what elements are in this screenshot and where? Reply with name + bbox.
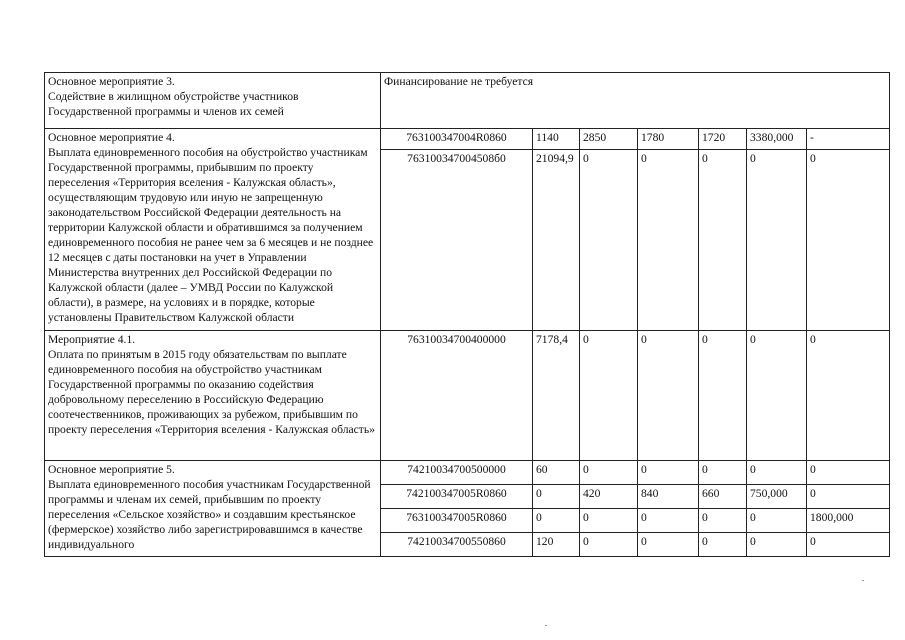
funding-note: Финансирование не требуется	[381, 73, 890, 129]
measure-description	[45, 461, 381, 557]
table-row	[45, 129, 890, 150]
budget-code: 74210034700500000	[381, 461, 533, 485]
scan-speck	[545, 625, 547, 626]
value-cell: 1720	[699, 129, 747, 150]
value-cell: 660	[699, 485, 747, 509]
financing-table	[44, 72, 890, 557]
budget-code: 763100347005R0860	[381, 509, 533, 533]
value-cell: 0	[747, 150, 807, 331]
value-cell: 0	[699, 150, 747, 331]
measure-title: Мероприятие 4.1.	[48, 333, 136, 346]
value-cell: -	[807, 129, 890, 150]
value-cell: 0	[699, 509, 747, 533]
value-cell: 0	[807, 485, 890, 509]
value-cell: 0	[533, 485, 580, 509]
value-cell: 0	[747, 509, 807, 533]
value-cell: 0	[638, 509, 699, 533]
measure-description	[45, 331, 381, 461]
value-cell: 0	[580, 509, 638, 533]
budget-code: 763100347004R0860	[381, 129, 533, 150]
value-cell: 2850	[580, 129, 638, 150]
value-cell: 0	[533, 509, 580, 533]
value-cell: 21094,9	[533, 150, 580, 331]
table-row	[45, 331, 890, 461]
budget-code: 763100347004508б0	[381, 150, 533, 331]
budget-code: 74210034700550860	[381, 533, 533, 557]
value-cell: 0	[580, 533, 638, 557]
value-cell: 60	[533, 461, 580, 485]
value-cell: 0	[807, 331, 890, 461]
measure-text: Выплата единовременного пособия на обустройство участникам Государственной программы, прибывшим по проекту переселения «Территория вселения - Калужская область», осуществляющим трудовую или иную не запрещенную законодательством Российской Федерации деятельность на территории Калужской области и обратившимся за получением единовременного пособия не ранее чем за 6 месяцев и не позднее 12 месяцев с даты постановки на учет в Управлении Министерства внутренних дел Российской Федерации по Калужской области (далее – УМВД России по Калужской области), в размере, на условиях и в порядке, которые установлены Правительством Калужской области	[48, 146, 374, 324]
value-cell: 0	[638, 461, 699, 485]
table-row	[45, 73, 890, 129]
value-cell: 0	[699, 461, 747, 485]
value-cell: 1780	[638, 129, 699, 150]
value-cell: 0	[747, 461, 807, 485]
value-cell: 7178,4	[533, 331, 580, 461]
budget-code: 742100347005R0860	[381, 485, 533, 509]
value-cell: 0	[699, 533, 747, 557]
measure-text: Выплата единовременного пособия участникам Государственной программы и членам их семей, прибывшим по проекту переселения «Сельское хозяйство» и создавшим крестьянское (фермерское) хозяйство либо зарегистрировавшимся в качестве индивидуального	[48, 478, 371, 551]
measure-title: Основное мероприятие 5.	[48, 463, 175, 476]
value-cell: 0	[807, 461, 890, 485]
table-row	[45, 461, 890, 485]
measure-description	[45, 129, 381, 331]
value-cell: 1800,000	[807, 509, 890, 533]
value-cell: 0	[807, 150, 890, 331]
value-cell: 0	[638, 150, 699, 331]
value-cell: 0	[638, 533, 699, 557]
measure-title: Основное мероприятие 3.	[48, 75, 175, 88]
measure-text: Содействие в жилищном обустройстве участников Государственной программы и членов их семей	[48, 90, 299, 118]
value-cell: 0	[699, 331, 747, 461]
value-cell: 0	[747, 533, 807, 557]
measure-text: Оплата по принятым в 2015 году обязательствам по выплате единовременного пособия на обустройство участникам Государственной программы по оказанию содействия добровольному переселению в Российскую Федерацию соотечественников, проживающих за рубежом, прибывшим по проекту переселения «Территория вселения - Калужская область»	[48, 348, 375, 436]
value-cell: 750,000	[747, 485, 807, 509]
budget-code: 76310034700400000	[381, 331, 533, 461]
value-cell: 0	[580, 150, 638, 331]
measure-description	[45, 73, 381, 129]
value-cell: 0	[638, 331, 699, 461]
value-cell: 1140	[533, 129, 580, 150]
value-cell: 420	[580, 485, 638, 509]
value-cell: 840	[638, 485, 699, 509]
value-cell: 0	[747, 331, 807, 461]
value-cell: 0	[580, 331, 638, 461]
measure-title: Основное мероприятие 4.	[48, 131, 175, 144]
value-cell: 0	[807, 533, 890, 557]
scan-speck	[862, 580, 864, 581]
value-cell: 0	[580, 461, 638, 485]
value-cell: 120	[533, 533, 580, 557]
value-cell: 3380,000	[747, 129, 807, 150]
